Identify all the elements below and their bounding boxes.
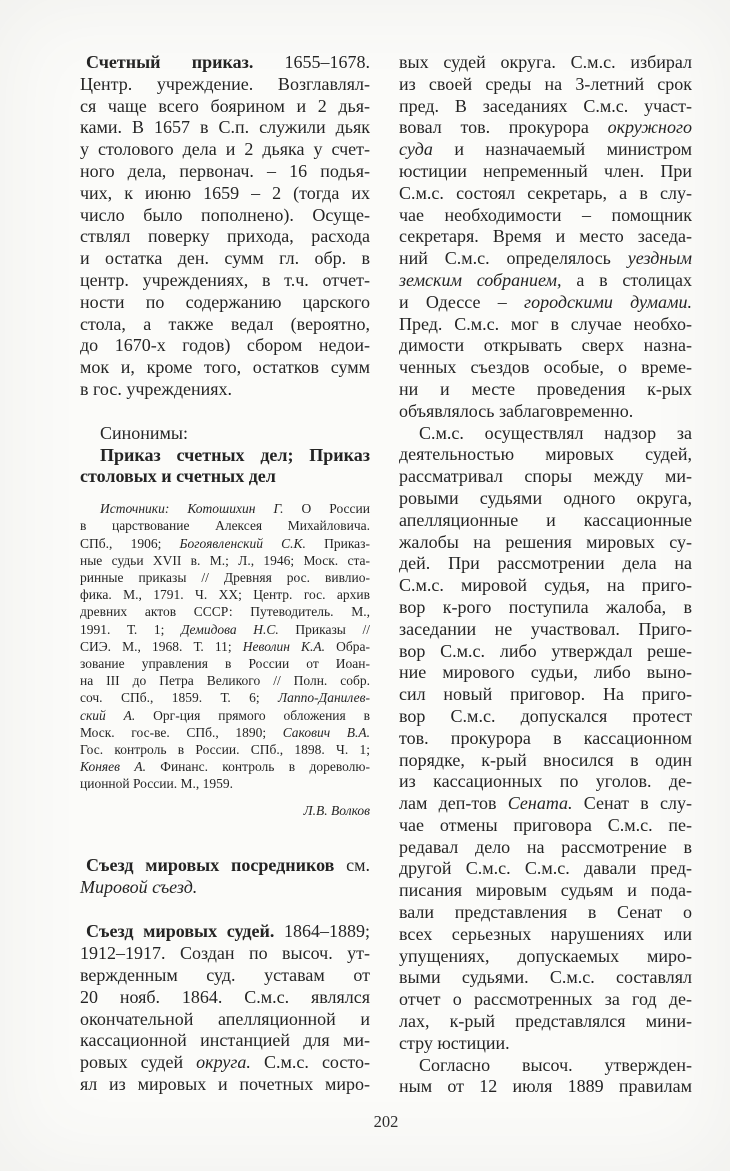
- italic-text: Мировой съезд.: [80, 876, 198, 897]
- text-line: [80, 226, 370, 248]
- text-line: [399, 728, 692, 750]
- text-line: [399, 1033, 692, 1055]
- regular-text: число было пополнено). Осуще-: [80, 204, 370, 225]
- regular-text: Моск. гос-ве. СПб., 1890;: [80, 724, 283, 740]
- text-line: [80, 423, 370, 445]
- bold-text: Счетный приказ.: [86, 52, 254, 72]
- regular-text: ся чаще всего боярином и 2 дья-: [80, 95, 370, 116]
- text-line: [80, 552, 370, 569]
- regular-text: упущениях, допускаемых миро-: [399, 945, 692, 966]
- regular-text: редавал дело на рассмотрение в: [399, 836, 692, 857]
- regular-text: стола, а также ведал (вероятно,: [80, 313, 370, 334]
- text-line: [80, 517, 370, 534]
- text-line: [399, 684, 692, 706]
- regular-text: С.м.с. состоял секретарь, а в слу-: [399, 182, 692, 203]
- text-line: [399, 532, 692, 554]
- regular-text: лах, к-рый представлялся мини-: [399, 1011, 692, 1032]
- regular-text: см.: [334, 854, 370, 875]
- text-line: [80, 855, 370, 877]
- regular-text: Сенат в слу-: [572, 793, 692, 814]
- text-line: [399, 488, 692, 510]
- text-line: [399, 553, 692, 575]
- regular-text: центр. учреждениях, в т.ч. отчет-: [80, 269, 370, 290]
- text-line: [399, 837, 692, 859]
- regular-text: секретаря. Время и место заседа-: [399, 226, 692, 247]
- regular-text: СИЭ. М., 1968. Т. 11;: [80, 638, 243, 654]
- regular-text: ным от 12 июля 1889 правилам: [399, 1076, 692, 1097]
- text-line: [80, 117, 370, 139]
- regular-text: лам деп-тов: [399, 793, 508, 814]
- text-line: [80, 621, 370, 638]
- text-line: [399, 641, 692, 663]
- regular-text: дей. При рассмотрении дела на: [399, 553, 692, 574]
- text-line: [80, 707, 370, 724]
- regular-text: другой С.м.с. С.м.с. давали пред-: [399, 858, 692, 879]
- text-line: [399, 139, 692, 161]
- regular-text: ционной России. М., 1959.: [80, 776, 233, 792]
- regular-text: до 1670-х годов) сбором недои-: [80, 335, 370, 356]
- italic-text: Сената.: [507, 793, 573, 814]
- regular-text: вержденным суд. уставам от: [80, 964, 370, 985]
- text-line: [80, 379, 370, 401]
- text-line: [399, 335, 692, 357]
- text-line: [399, 902, 692, 924]
- text-line: [80, 270, 370, 292]
- regular-text: 20 нояб. 1864. С.м.с. являлся: [80, 986, 370, 1007]
- regular-text: в гос. учреждениях.: [80, 378, 233, 399]
- bold-text: Съезд мировых посредников: [86, 854, 335, 875]
- text-line: [80, 161, 370, 183]
- regular-text: и Одессе –: [399, 291, 525, 312]
- regular-text: ний С.м.с. определялось: [399, 248, 628, 269]
- entry-syezd-posrednikov: [80, 855, 370, 899]
- page-number: 202: [373, 1112, 399, 1131]
- italic-text: округа.: [196, 1052, 251, 1073]
- italic-text: Л.В. Волков: [303, 802, 370, 818]
- text-line: [399, 423, 692, 445]
- regular-text: у столового дела и 2 дьяка у счет-: [80, 139, 370, 160]
- regular-text: заседании не участвовал. Приго-: [399, 618, 692, 639]
- regular-text: ни и месте проведения к-рых: [399, 378, 692, 399]
- text-line: [399, 357, 692, 379]
- regular-text: ние мирового судьи, либо выно-: [399, 662, 692, 683]
- text-line: [80, 357, 370, 379]
- text-line: [399, 401, 692, 423]
- entry-syezd-sudei-cont-2: [399, 423, 692, 1055]
- text-line: [399, 248, 692, 270]
- text-line: [399, 96, 692, 118]
- text-line: [80, 586, 370, 603]
- text-line: [80, 1052, 370, 1074]
- regular-text: вых судей округа. С.м.с. избирал: [399, 52, 692, 72]
- italic-text: Демидова Н.С.: [180, 621, 279, 637]
- regular-text: рассматривал споры между ми-: [399, 466, 692, 487]
- text-line: [80, 205, 370, 227]
- text-line: [80, 335, 370, 357]
- regular-text: Приказ-: [305, 535, 370, 551]
- italic-text: Лаппо-Данилев-: [278, 690, 370, 706]
- bold-text: столовых и счетных дел: [80, 466, 276, 487]
- text-line: [80, 183, 370, 205]
- text-line: [80, 603, 370, 620]
- italic-text: Богоявленский С.К.: [179, 535, 306, 551]
- regular-text: вор С.м.с. либо утверждал реше-: [399, 640, 692, 661]
- text-line: [80, 1030, 370, 1052]
- regular-text: 1864–1889;: [274, 921, 370, 942]
- text-line: [399, 161, 692, 183]
- author-signature: [80, 802, 370, 819]
- regular-text: а в столицах: [561, 269, 692, 290]
- regular-text: Синонимы:: [100, 422, 189, 443]
- regular-text: порядке, к-рый вносился в один: [399, 749, 692, 770]
- entry-syezd-sudei: [80, 921, 370, 1095]
- text-line: [399, 771, 692, 793]
- text-line: [399, 619, 692, 641]
- text-line: [399, 270, 692, 292]
- italic-text: земским собранием,: [399, 269, 562, 290]
- regular-text: тов. прокурора в кассационном: [399, 727, 692, 748]
- italic-text: Сакович В.А.: [282, 724, 370, 740]
- regular-text: димости открывать сверх назна-: [399, 335, 692, 356]
- regular-text: ченных съездов особые, о време-: [399, 357, 692, 378]
- regular-text: кассационной инстанцией для ми-: [80, 1030, 370, 1051]
- synonyms-label: [80, 423, 370, 445]
- regular-text: ринные приказы // Древняя рос. вивлио-: [80, 569, 370, 585]
- text-line: [399, 575, 692, 597]
- regular-text: О России: [283, 501, 370, 517]
- text-line: [80, 52, 370, 74]
- regular-text: ками. В 1657 в С.п. служили дьяк: [80, 117, 370, 138]
- text-line: [399, 314, 692, 336]
- text-line: [80, 248, 370, 270]
- regular-text: 1655–1678.: [253, 52, 370, 72]
- text-line: [399, 1055, 692, 1077]
- regular-text: СПб., 1906;: [80, 535, 180, 551]
- regular-text: Обра-: [325, 638, 370, 654]
- synonyms-terms: [80, 445, 370, 489]
- text-line: [399, 117, 692, 139]
- text-line: [80, 466, 370, 488]
- text-line: [80, 638, 370, 655]
- text-line: [80, 314, 370, 336]
- text-line: [80, 96, 370, 118]
- regular-text: и назначаемый министром: [432, 139, 692, 160]
- regular-text: объявлялось заблаговременно.: [399, 400, 634, 421]
- regular-text: ности по содержанию царского: [80, 291, 370, 312]
- regular-text: чае отмены приговора С.м.с. пе-: [399, 814, 692, 835]
- text-line: [399, 597, 692, 619]
- text-line: [399, 52, 692, 74]
- text-line: [80, 74, 370, 96]
- text-line: [80, 1074, 370, 1096]
- bold-text: Съезд мировых судей.: [86, 921, 275, 942]
- bold-text: Приказ счетных дел; Приказ: [100, 444, 370, 465]
- sources: [80, 500, 370, 792]
- regular-text: С.м.с. осуществлял надзор за: [419, 422, 692, 443]
- regular-text: выми судьями. С.м.с. составлял: [399, 967, 692, 988]
- italic-text: уездным: [627, 248, 692, 269]
- italic-text: суда: [399, 139, 433, 160]
- italic-text: Неволин К.А.: [242, 638, 326, 654]
- regular-text: зование управления в России от Иоан-: [80, 655, 370, 671]
- text-line: [399, 967, 692, 989]
- italic-text: городскими думами.: [524, 291, 693, 312]
- text-line: [80, 758, 370, 775]
- regular-text: вовал тов. прокурора: [399, 117, 608, 138]
- regular-text: С.м.с. мировой судья, на приго-: [399, 575, 692, 596]
- regular-text: Финанс. контроль в дореволю-: [145, 759, 370, 775]
- regular-text: мок и, кроме того, остатков сумм: [80, 357, 370, 378]
- regular-text: Гос. контроль в России. СПб., 1898. Ч. 1;: [80, 741, 370, 757]
- regular-text: 1991. Т. 1;: [80, 621, 181, 637]
- text-line: [399, 880, 692, 902]
- regular-text: жалобы на решения мировых су-: [399, 531, 692, 552]
- text-line: [399, 989, 692, 1011]
- text-line: [80, 724, 370, 741]
- regular-text: чае необходимости – помощник: [399, 204, 692, 225]
- regular-text: ял из мировых и почетных миро-: [80, 1073, 370, 1094]
- text-line: [399, 1011, 692, 1033]
- text-line: [80, 500, 370, 517]
- text-line: [399, 1076, 692, 1098]
- text-line: [80, 987, 370, 1009]
- regular-text: чих, к июню 1659 – 2 (тогда их: [80, 182, 370, 203]
- text-line: [80, 672, 370, 689]
- text-line: [80, 802, 370, 819]
- regular-text: из своей среды на 3-летний срок: [399, 73, 692, 94]
- regular-text: апелляционные и кассационные: [399, 509, 692, 530]
- text-line: [399, 946, 692, 968]
- text-line: [80, 445, 370, 467]
- text-line: [399, 662, 692, 684]
- text-line: [80, 741, 370, 758]
- regular-text: стру юстиции.: [399, 1032, 510, 1053]
- text-line: [399, 793, 692, 815]
- regular-text: соч. СПб., 1859. Т. 6;: [80, 690, 278, 706]
- entry-syezd-sudei-cont-1: [399, 52, 692, 423]
- text-line: [80, 877, 370, 899]
- text-line: [80, 775, 370, 792]
- text-line: [80, 535, 370, 552]
- text-line: [80, 943, 370, 965]
- text-line: [399, 444, 692, 466]
- regular-text: вор С.м.с. допускался протест: [399, 705, 692, 726]
- text-line: [399, 815, 692, 837]
- text-line: [399, 858, 692, 880]
- italic-text: Источники: Котошихин Г.: [100, 501, 284, 517]
- italic-text: окружного: [607, 117, 692, 138]
- regular-text: 1912–1917. Создан по высоч. ут-: [80, 943, 370, 964]
- text-line: [399, 379, 692, 401]
- text-line: [80, 139, 370, 161]
- regular-text: древних актов СССР: Путеводитель. М.,: [80, 604, 370, 620]
- text-line: [399, 924, 692, 946]
- text-line: [80, 965, 370, 987]
- regular-text: пред. В заседаниях С.м.с. участ-: [399, 95, 692, 116]
- italic-text: Коняев А.: [80, 759, 146, 775]
- regular-text: ные судьи XVII в. М.; Л., 1946; Моск. ста-: [80, 552, 370, 568]
- text-line: [80, 655, 370, 672]
- text-line: [399, 183, 692, 205]
- regular-text: окончательной апелляционной и: [80, 1008, 370, 1029]
- right-column: [399, 52, 692, 1098]
- regular-text: вор к-рого поступила жалоба, в: [399, 596, 692, 617]
- regular-text: ровыми судьями одного округа,: [399, 487, 692, 508]
- regular-text: и остатка ден. сумм гл. обр. в: [80, 248, 370, 269]
- regular-text: ровых судей: [80, 1052, 197, 1073]
- text-line: [399, 510, 692, 532]
- regular-text: Орг-ция прямого обложения в: [135, 707, 370, 723]
- regular-text: Согласно высоч. утвержден-: [419, 1054, 692, 1075]
- regular-text: сил новый приговор. На приго-: [399, 684, 692, 705]
- regular-text: в царствование Алексея Михайловича.: [80, 518, 370, 534]
- regular-text: Пред. С.м.с. мог в случае необхо-: [399, 313, 692, 334]
- regular-text: ного дела, первонач. – 16 подья-: [80, 160, 370, 181]
- regular-text: С.м.с. состо-: [250, 1052, 370, 1073]
- regular-text: всех серьезных нарушениях или: [399, 923, 692, 944]
- text-line: [399, 466, 692, 488]
- regular-text: на III до Петра Великого // Полн. собр.: [80, 673, 370, 689]
- text-line: [399, 292, 692, 314]
- entry-schetny-prikaz: [80, 52, 370, 401]
- regular-text: вали представления в Сенат о: [399, 902, 692, 923]
- italic-text: ский А.: [80, 707, 136, 723]
- regular-text: отчет о рассмотренных за год де-: [399, 989, 692, 1010]
- text-line: [80, 1009, 370, 1031]
- regular-text: деятельностью мировых судей,: [399, 444, 692, 465]
- text-line: [80, 292, 370, 314]
- text-line: [399, 205, 692, 227]
- text-line: [399, 750, 692, 772]
- text-line: [399, 706, 692, 728]
- regular-text: писания мировым судьям и пода-: [399, 880, 692, 901]
- regular-text: фика. М., 1791. Ч. XX; Центр. гос. архив: [80, 587, 370, 603]
- regular-text: Центр. учреждение. Возглавлял-: [80, 73, 370, 94]
- text-line: [80, 569, 370, 586]
- left-column: [80, 52, 370, 1096]
- text-line: [399, 226, 692, 248]
- regular-text: юстиции непременный член. При: [399, 160, 692, 181]
- regular-text: ствлял поверку прихода, расхода: [80, 226, 370, 247]
- text-line: [399, 74, 692, 96]
- entry-syezd-sudei-cont-3: [399, 1055, 692, 1099]
- text-line: [80, 921, 370, 943]
- regular-text: Приказы //: [278, 621, 370, 637]
- regular-text: из кассационных по уголов. де-: [399, 771, 692, 792]
- text-line: [80, 689, 370, 706]
